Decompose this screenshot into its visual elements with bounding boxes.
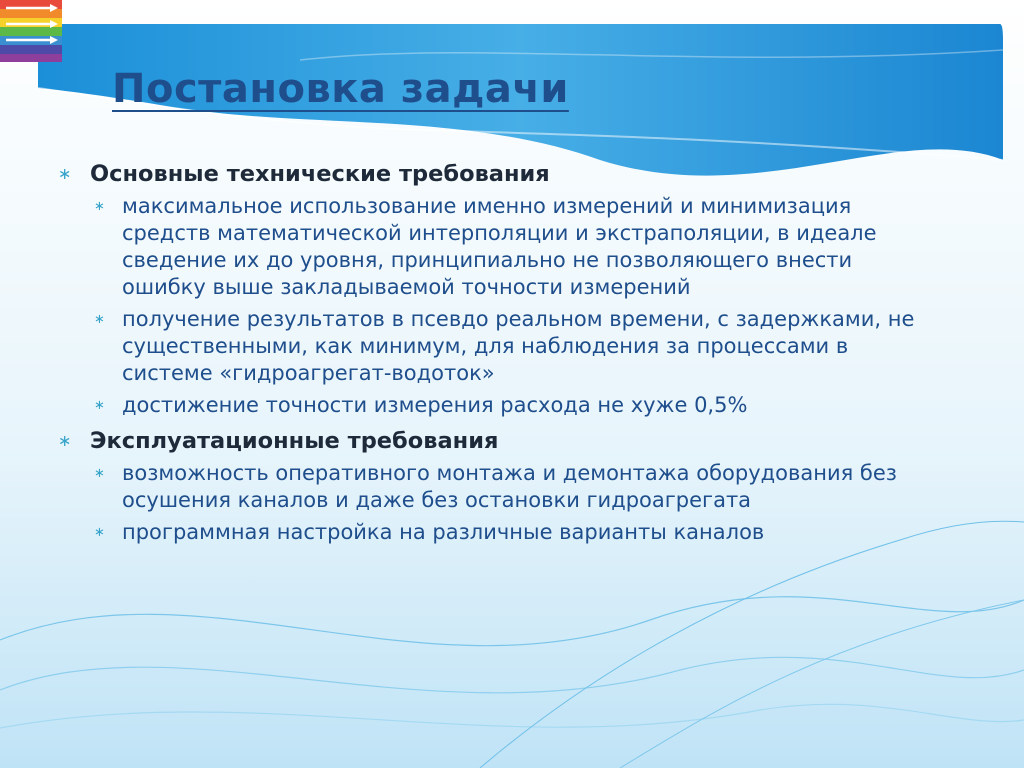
list-item-text: достижение точности измерения расхода не хуже 0,5% xyxy=(122,393,748,417)
list-item xyxy=(94,460,958,514)
list-item-text: получение результатов в псевдо реальном времени, с задержками, не существенными, как минимум, для наблюдения за процессами в системе «гидроагрегат-водоток» xyxy=(122,307,915,385)
section-heading-text: Основные технические требования xyxy=(90,161,550,187)
rainbow-arrows-logo xyxy=(0,0,62,62)
list-item xyxy=(94,306,958,387)
list-item xyxy=(94,392,958,419)
list-item xyxy=(94,519,958,546)
slide-body xyxy=(58,156,958,546)
list-item-text: максимальное использование именно измерений и минимизация средств математической интерполяции и экстраполяции, в идеале сведение их до уровня, принципиально не позволяющего внести ошибку выше закладываемой точности измерений xyxy=(122,194,877,299)
bullet-asterisk-icon: ∗ xyxy=(94,398,105,413)
bullet-asterisk-icon: ∗ xyxy=(94,525,105,540)
bullet-asterisk-icon: ∗ xyxy=(58,164,72,183)
list-item-text: программная настройка на различные варианты каналов xyxy=(122,520,765,544)
section-heading-technical xyxy=(58,160,958,188)
list-item-text: возможность оперативного монтажа и демонтажа оборудования без осушения каналов и даже без остановки гидроагрегата xyxy=(122,461,897,512)
bullet-asterisk-icon: ∗ xyxy=(94,312,105,327)
section-heading-text: Эксплуатационные требования xyxy=(90,428,499,454)
bullet-asterisk-icon: ∗ xyxy=(58,431,72,450)
section-heading-operational xyxy=(58,427,958,455)
list-item xyxy=(94,193,958,301)
bullet-asterisk-icon: ∗ xyxy=(94,199,105,214)
page-title: Постановка задачи xyxy=(112,66,569,112)
bullet-asterisk-icon: ∗ xyxy=(94,466,105,481)
